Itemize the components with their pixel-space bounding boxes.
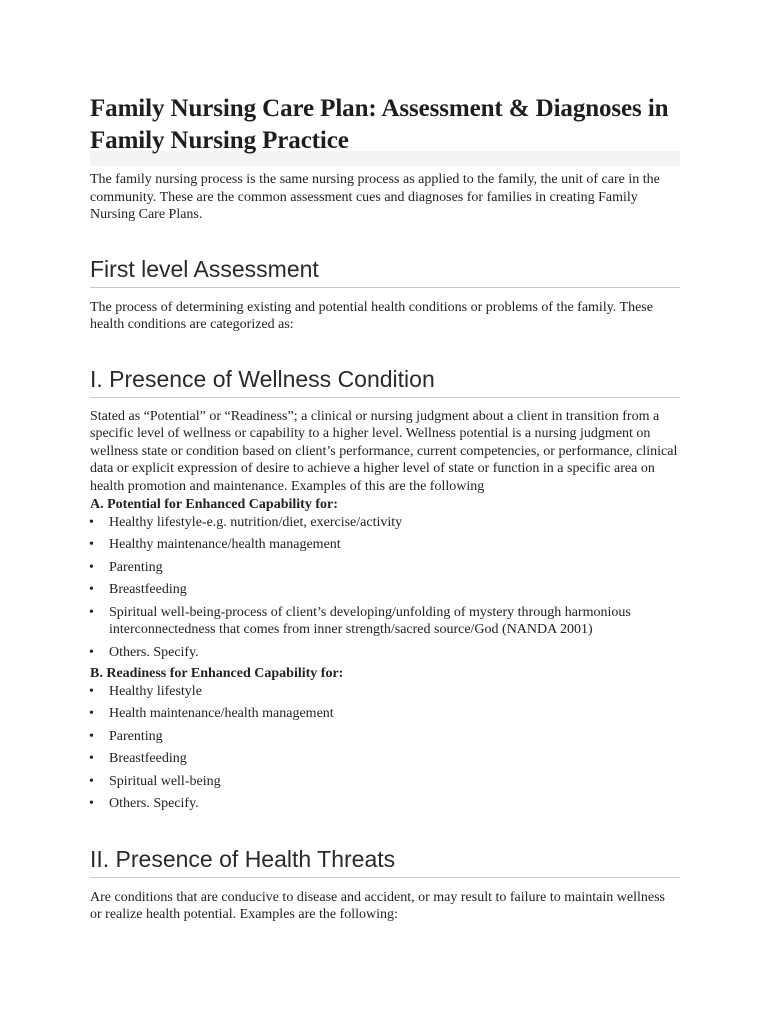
list-item-text: Breastfeeding	[109, 751, 187, 766]
list-item	[90, 705, 680, 723]
section-b-heading: B. Readiness for Enhanced Capability for:	[90, 666, 344, 681]
list-item	[90, 728, 680, 746]
bullet-icon: •	[89, 706, 94, 721]
threats-heading: II. Presence of Health Threats	[90, 844, 680, 878]
bullet-icon: •	[89, 751, 94, 766]
list-item-text: Parenting	[109, 559, 163, 575]
intro-paragraph: The family nursing process is the same nursing process as applied to the family, the unit of care in the community. These are the common assessment cues and diagnoses for families in creating Family Nursing Care Plans.	[90, 172, 660, 222]
section-a-heading: A. Potential for Enhanced Capability for:	[90, 497, 338, 512]
list-item	[90, 644, 680, 662]
section-a-list	[90, 514, 680, 662]
list-item	[90, 559, 680, 577]
list-item-text: Breastfeeding	[109, 582, 187, 597]
article-body	[90, 93, 680, 924]
bullet-icon: •	[89, 559, 94, 575]
bullet-icon: •	[89, 683, 94, 699]
list-item-text: Parenting	[109, 728, 163, 744]
bullet-icon: •	[89, 514, 94, 530]
list-item-text: Healthy lifestyle-e.g. nutrition/diet, exercise/activity	[109, 514, 403, 530]
list-item	[90, 683, 680, 701]
list-item-text: Others. Specify.	[109, 644, 199, 660]
wellness-paragraph: Stated as “Potential” or “Readiness”; a clinical or nursing judgment about a client in transition from a specific level of wellness or capability to a higher level. Wellness potential is a nursing judgment on wellness state or condition based on client’s performance, current competencies, or performance, clinical data or explicit expression of desire to achieve a higher level of state or function in a specific area on health promotion and maintenance. Examples of this are the following	[90, 408, 678, 494]
list-item-text: Spiritual well-being	[109, 773, 221, 789]
list-item-text: Others. Specify.	[109, 796, 199, 811]
first-level-heading: First level Assessment	[90, 254, 680, 288]
list-item	[90, 750, 680, 768]
list-item	[90, 514, 680, 532]
list-item-text: Health maintenance/health management	[109, 706, 334, 721]
article-title: Family Nursing Care Plan: Assessment & Diagnoses in Family Nursing Practice	[90, 95, 669, 154]
first-level-paragraph: The process of determining existing and potential health conditions or problems of the family. These health conditions are categorized as:	[90, 299, 653, 332]
threats-paragraph: Are conditions that are conducive to disease and accident, or may result to failure to maintain wellness or realize health potential. Examples are the following:	[90, 889, 665, 922]
list-item	[90, 604, 680, 639]
bullet-icon: •	[89, 582, 94, 597]
list-item-text: Spiritual well-being-process of client’s developing/unfolding of mystery through harmonious interconnectedness that comes from inner strength/sacred source/God (NANDA 2001)	[109, 604, 631, 637]
list-item	[90, 581, 680, 599]
wellness-heading: I. Presence of Wellness Condition	[90, 364, 680, 398]
list-item	[90, 773, 680, 791]
list-item-text: Healthy maintenance/health management	[109, 537, 341, 552]
bullet-icon: •	[89, 728, 94, 744]
bullet-icon: •	[89, 644, 94, 660]
bullet-icon: •	[89, 773, 94, 789]
list-item	[90, 536, 680, 554]
bullet-icon: •	[89, 604, 94, 620]
section-b-list	[90, 683, 680, 813]
bullet-icon: •	[89, 537, 94, 552]
bullet-icon: •	[89, 796, 94, 811]
list-item	[90, 795, 680, 813]
list-item-text: Healthy lifestyle	[109, 683, 202, 699]
